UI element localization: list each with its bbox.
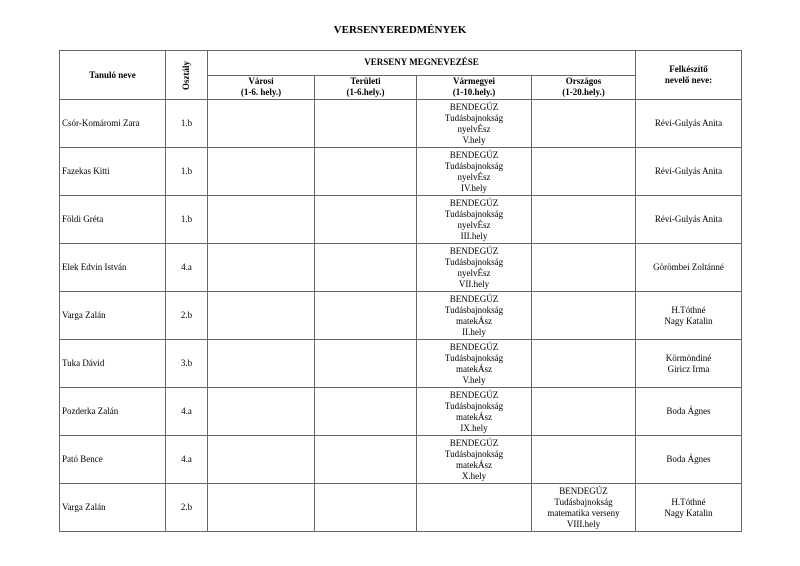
table-row (60, 292, 742, 340)
result-line: Tudásbajnokság (444, 208, 504, 219)
result-line: VIII.hely (566, 518, 601, 529)
regional-result-cell (315, 436, 417, 484)
regional-result-cell (315, 388, 417, 436)
header-city-line: (1-6. hely.) (240, 87, 282, 98)
result-line: nyelvÉsz (457, 267, 491, 278)
teacher-cell (636, 244, 742, 292)
class-cell: 4.a (166, 388, 208, 436)
teacher-line: Nagy Katalin (664, 315, 713, 326)
county-result-cell (417, 148, 532, 196)
student-name-cell: Pozderka Zalán (60, 388, 166, 436)
table-row (60, 388, 742, 436)
class-cell: 2.b (166, 484, 208, 532)
result-line: BENDEGÚZ (449, 341, 499, 352)
city-result-cell (208, 196, 315, 244)
result-line: Tudásbajnokság (444, 448, 504, 459)
header-county-line: Vármegyei (453, 76, 495, 87)
result-line: Tudásbajnokság (444, 112, 504, 123)
national-result-cell (532, 292, 636, 340)
class-cell: 1.b (166, 100, 208, 148)
teacher-line: Görömbei Zoltánné (653, 262, 724, 272)
city-result-cell (208, 436, 315, 484)
city-result-cell (208, 340, 315, 388)
header-county-line: (1-10.hely.) (452, 87, 496, 98)
class-cell: 1.b (166, 196, 208, 244)
result-line: BENDEGÚZ (559, 485, 608, 496)
result-line: BENDEGÚZ (449, 293, 499, 304)
header-national (532, 75, 636, 100)
header-student: Tanuló neve (60, 51, 166, 100)
teacher-line: Boda Ágnes (666, 406, 711, 416)
teacher-cell (636, 292, 742, 340)
teacher-line: Körmöndiné (665, 352, 712, 363)
student-name-cell: Elek Edvin István (60, 244, 166, 292)
teacher-line: Boda Ágnes (666, 454, 711, 464)
teacher-line: Révi-Gulyás Anita (654, 166, 723, 176)
result-line: Tudásbajnokság (444, 352, 504, 363)
header-teacher-line: nevelő neve: (664, 75, 713, 85)
student-name-cell: Földi Gréta (60, 196, 166, 244)
header-regional (315, 75, 417, 100)
student-name-cell: Csór-Komáromi Zara (60, 100, 166, 148)
teacher-cell (636, 388, 742, 436)
county-result-cell (417, 388, 532, 436)
table-row (60, 436, 742, 484)
teacher-line: Nagy Katalin (664, 507, 713, 518)
result-line: BENDEGÚZ (449, 245, 499, 256)
student-name-cell: Varga Zalán (60, 292, 166, 340)
result-line: X.hely (461, 470, 487, 481)
regional-result-cell (315, 292, 417, 340)
result-line: matekÁsz (456, 459, 492, 470)
county-result-cell (417, 436, 532, 484)
result-line: II.hely (462, 326, 486, 337)
table-row (60, 484, 742, 532)
header-county (417, 75, 532, 100)
teacher-cell (636, 196, 742, 244)
result-line: IV.hely (460, 182, 488, 193)
header-city (208, 75, 315, 100)
city-result-cell (208, 388, 315, 436)
table-row (60, 340, 742, 388)
header-class-label: Osztály (181, 60, 191, 90)
header-national-line: (1-20.hely.) (562, 87, 605, 98)
result-line: Tudásbajnokság (444, 304, 504, 315)
county-result-cell (417, 292, 532, 340)
header-regional-line: Területi (350, 76, 381, 87)
teacher-cell (636, 148, 742, 196)
result-line: nyelvÉsz (457, 219, 491, 230)
table-row (60, 244, 742, 292)
header-competition-group: VERSENY MEGNEVEZÉSE (208, 51, 636, 76)
class-cell: 2.b (166, 292, 208, 340)
result-line: matekÁsz (456, 363, 492, 374)
teacher-line: Révi-Gulyás Anita (654, 118, 723, 128)
result-line: Tudásbajnokság (444, 400, 504, 411)
city-result-cell (208, 244, 315, 292)
header-row-top (60, 51, 742, 76)
national-result-cell (532, 100, 636, 148)
result-line: IX.hely (460, 422, 488, 433)
teacher-line: Giricz Irma (667, 363, 710, 374)
national-result-cell (532, 196, 636, 244)
city-result-cell (208, 484, 315, 532)
result-line: matekÁsz (456, 411, 492, 422)
national-result-cell (532, 484, 636, 532)
teacher-line: Révi-Gulyás Anita (654, 214, 723, 224)
result-line: Tudásbajnokság (444, 256, 504, 267)
national-result-cell (532, 388, 636, 436)
city-result-cell (208, 292, 315, 340)
class-cell: 3.b (166, 340, 208, 388)
result-line: Tudásbajnokság (554, 496, 613, 507)
county-result-cell (417, 196, 532, 244)
teacher-cell (636, 100, 742, 148)
result-line: BENDEGÚZ (449, 149, 499, 160)
regional-result-cell (315, 340, 417, 388)
header-city-line: Városi (248, 76, 274, 87)
student-name-cell: Varga Zalán (60, 484, 166, 532)
results-table (59, 50, 742, 532)
student-name-cell: Tuka Dávid (60, 340, 166, 388)
class-cell: 4.a (166, 436, 208, 484)
header-national-line: Országos (565, 76, 602, 87)
class-cell: 4.a (166, 244, 208, 292)
header-regional-line: (1-6.hely.) (346, 87, 385, 98)
county-result-cell (417, 340, 532, 388)
county-result-cell (417, 244, 532, 292)
teacher-cell (636, 340, 742, 388)
national-result-cell (532, 244, 636, 292)
table-body (60, 100, 742, 532)
national-result-cell (532, 148, 636, 196)
teacher-line: H.Tóthné (671, 304, 706, 315)
regional-result-cell (315, 484, 417, 532)
result-line: nyelvÉsz (457, 171, 491, 182)
table-row (60, 148, 742, 196)
student-name-cell: Pató Bence (60, 436, 166, 484)
result-line: V.hely (462, 134, 486, 145)
result-line: matekÁsz (456, 315, 492, 326)
result-line: VII.hely (458, 278, 490, 289)
result-line: III.hely (460, 230, 488, 241)
table-row (60, 100, 742, 148)
document-title: VERSENYEREDMÉNYEK (333, 24, 467, 36)
header-teacher-line: Felkészítő (669, 64, 708, 74)
city-result-cell (208, 100, 315, 148)
regional-result-cell (315, 244, 417, 292)
result-line: BENDEGÚZ (449, 389, 499, 400)
regional-result-cell (315, 100, 417, 148)
class-cell: 1.b (166, 148, 208, 196)
result-line: matematika verseny (547, 507, 620, 518)
result-line: BENDEGÚZ (449, 437, 499, 448)
result-line: Tudásbajnokság (444, 160, 504, 171)
result-line: nyelvÉsz (457, 123, 491, 134)
teacher-line: H.Tóthné (671, 496, 706, 507)
county-result-cell (417, 484, 532, 532)
city-result-cell (208, 148, 315, 196)
header-class (166, 51, 208, 100)
header-teacher (636, 51, 742, 100)
regional-result-cell (315, 196, 417, 244)
national-result-cell (532, 340, 636, 388)
student-name-cell: Fazekas Kitti (60, 148, 166, 196)
county-result-cell (417, 100, 532, 148)
teacher-cell (636, 484, 742, 532)
result-line: V.hely (462, 374, 486, 385)
national-result-cell (532, 436, 636, 484)
result-line: BENDEGÚZ (449, 197, 499, 208)
result-line: BENDEGÚZ (449, 101, 499, 112)
table-row (60, 196, 742, 244)
teacher-cell (636, 436, 742, 484)
regional-result-cell (315, 148, 417, 196)
